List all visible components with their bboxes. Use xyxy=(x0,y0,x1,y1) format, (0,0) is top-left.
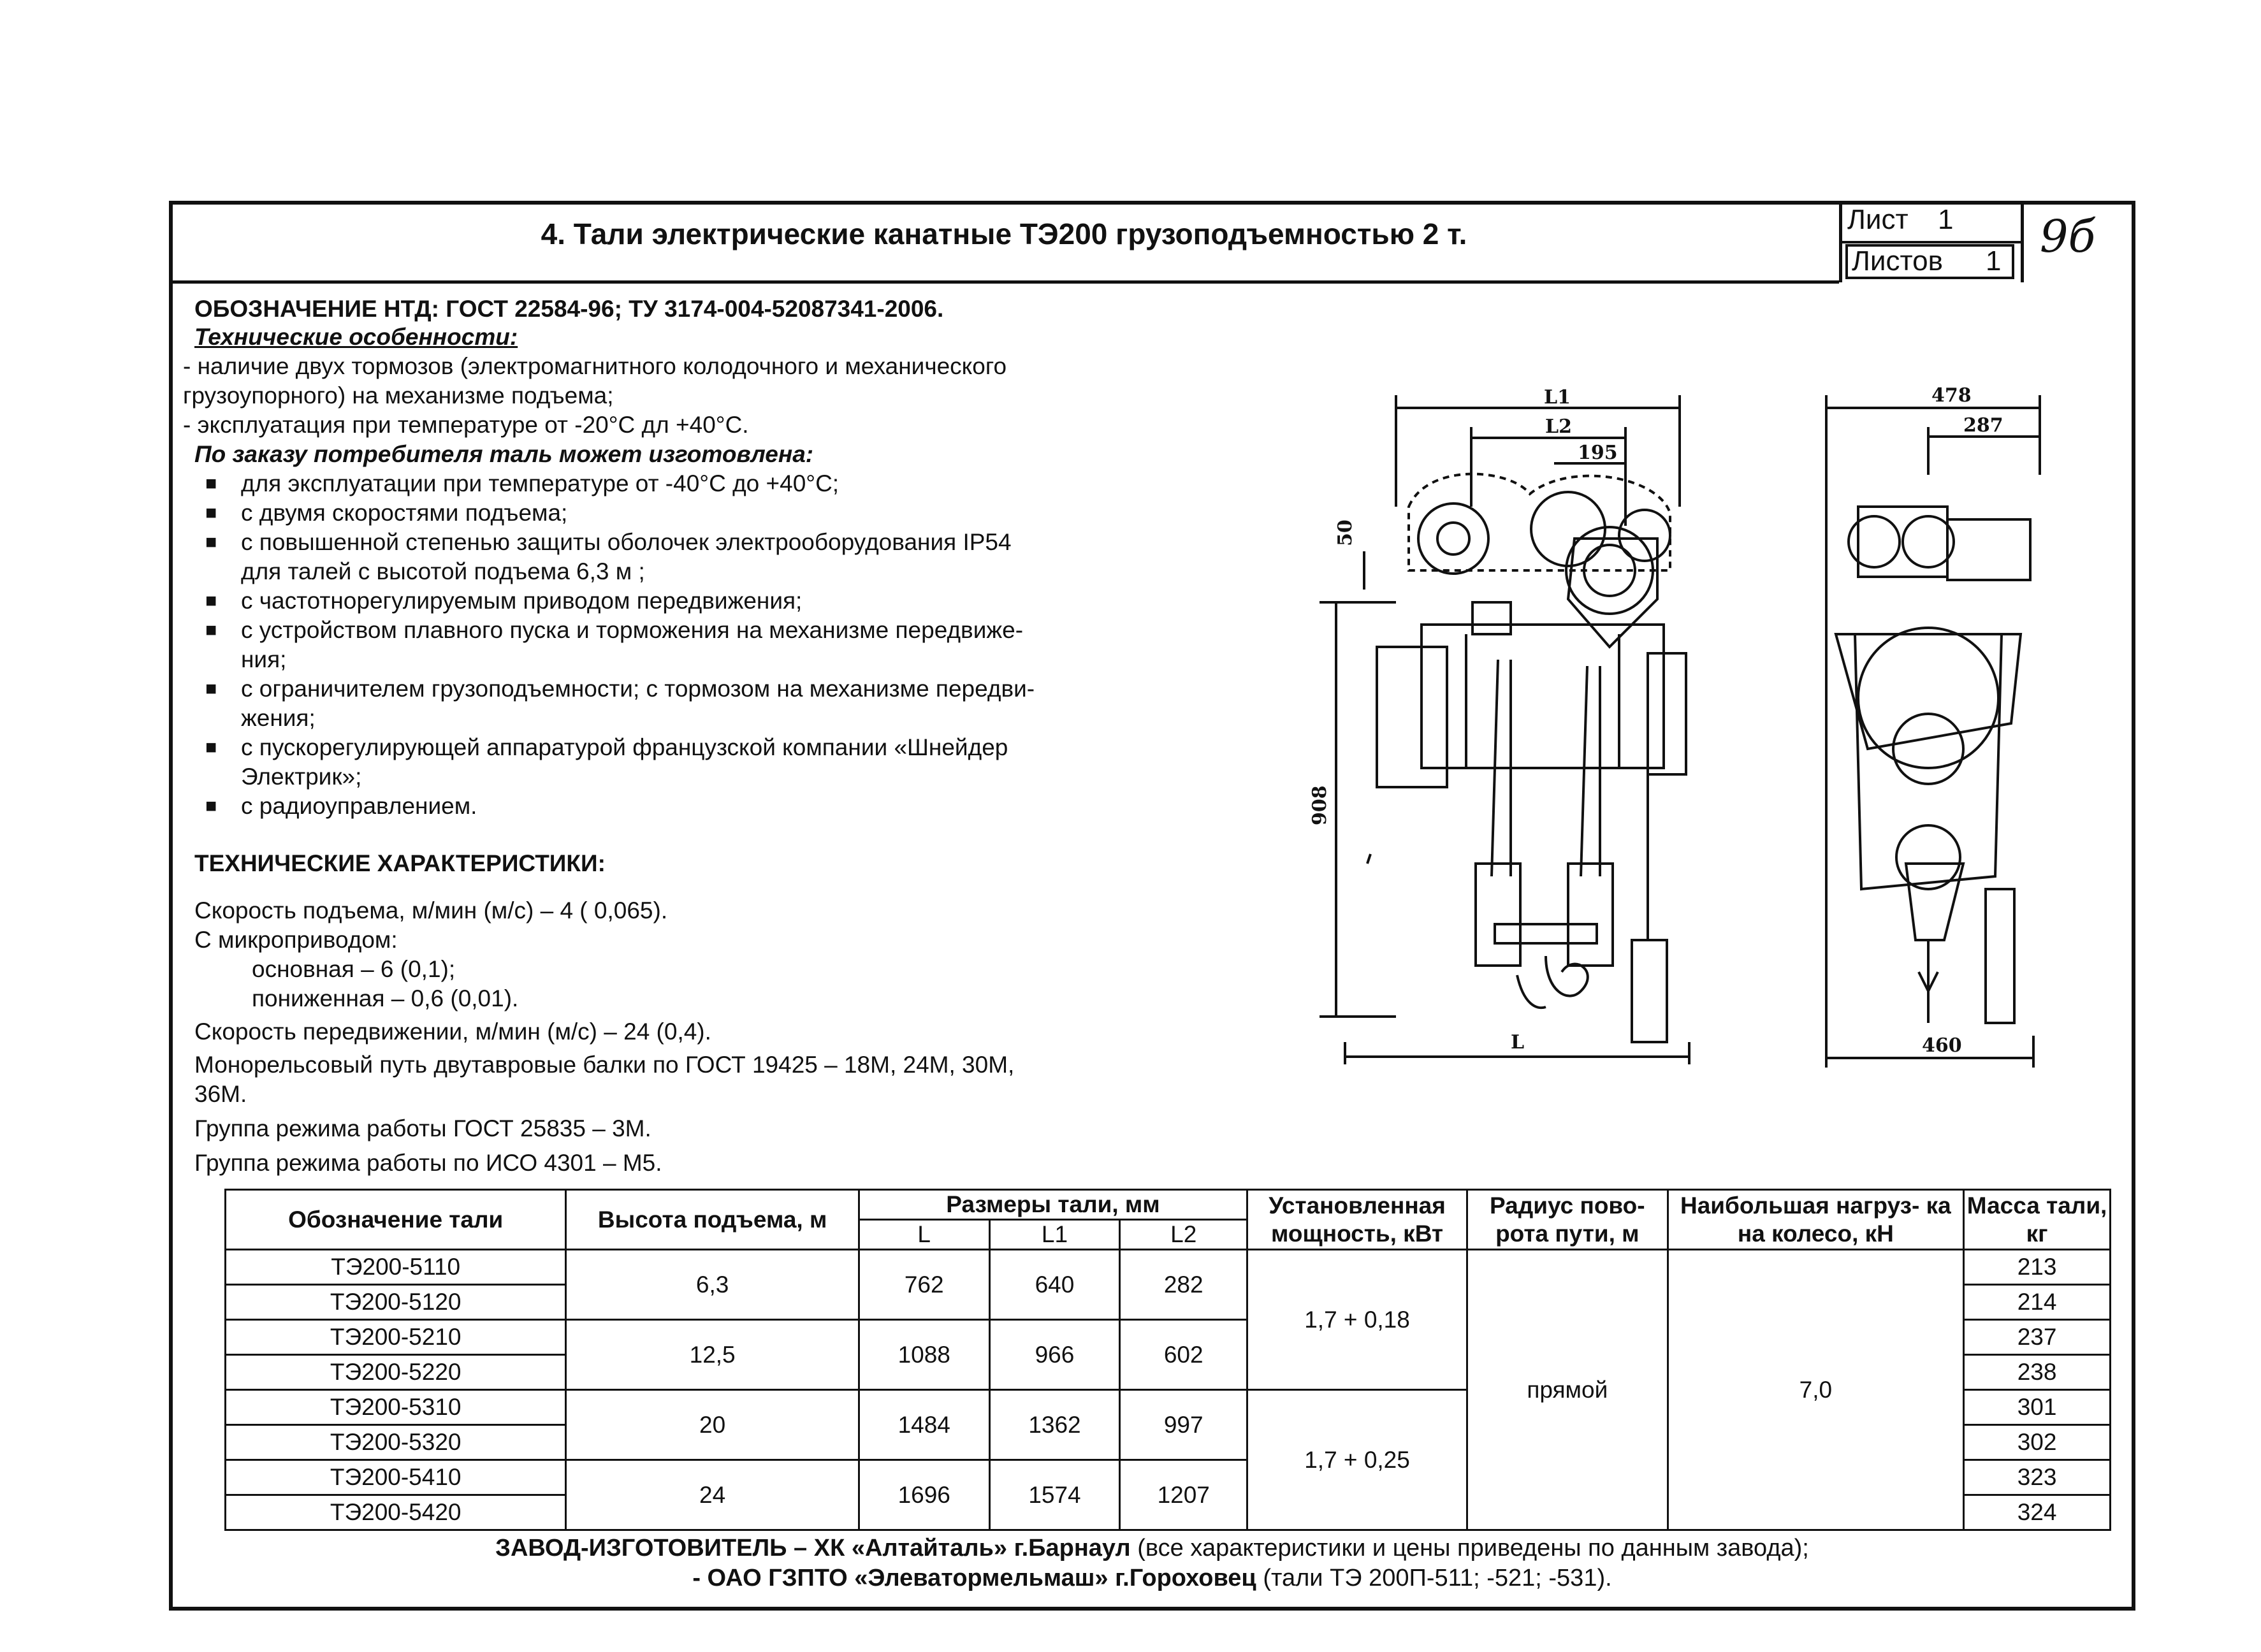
feature-line: - эксплуатация при температуре от -20°С дл +40°С. xyxy=(183,412,749,438)
cell-L: 762 xyxy=(859,1250,989,1320)
cell-height: 24 xyxy=(566,1460,859,1530)
cell-height: 6,3 xyxy=(566,1250,859,1320)
footer-line-2 xyxy=(169,1565,2135,1592)
cell-height: 12,5 xyxy=(566,1320,859,1390)
cell-name: ТЭ200-5320 xyxy=(226,1425,566,1460)
bullet-icon: ■ xyxy=(205,737,217,758)
cell-mass: 237 xyxy=(1964,1320,2111,1355)
cell-L1: 1574 xyxy=(989,1460,1120,1530)
header-name: Обозначение тали xyxy=(226,1190,566,1250)
option-line: с пускорегулирующей аппаратурой французской компании «Шнейдер xyxy=(241,734,1008,760)
bullet-icon: ■ xyxy=(205,795,217,816)
dim-460: 460 xyxy=(1922,1034,1962,1057)
page-number: 9б xyxy=(2040,210,2096,263)
cell-L1: 640 xyxy=(989,1250,1120,1320)
option-line: с радиоуправлением. xyxy=(241,793,477,819)
footer-line-1-bold: ЗАВОД-ИЗГОТОВИТЕЛЬ – ХК «Алтайталь» г.Барнаул xyxy=(495,1535,1131,1561)
cell-L2: 602 xyxy=(1120,1320,1247,1390)
header-mass: Масса тали, кг xyxy=(1964,1190,2111,1250)
feature-line: - наличие двух тормозов (электромагнитного колодочного и механического xyxy=(183,353,1007,379)
dim-287: 287 xyxy=(1963,414,2003,437)
spec-line: Монорельсовый путь двутавровые балки по ГОСТ 19425 – 18М, 24М, 30М, xyxy=(194,1052,1015,1078)
cell-load: 7,0 xyxy=(1668,1250,1964,1530)
cell-L: 1088 xyxy=(859,1320,989,1390)
option-line: с устройством плавного пуска и торможения на механизме передвиже- xyxy=(241,617,1024,643)
cell-mass: 302 xyxy=(1964,1425,2111,1460)
features-heading: Технические особенности: xyxy=(194,324,518,350)
bullet-icon: ■ xyxy=(205,678,217,699)
header-height: Высота подъема, м xyxy=(566,1190,859,1250)
cell-name: ТЭ200-5120 xyxy=(226,1285,566,1320)
spec-line: пониженная – 0,6 (0,01). xyxy=(252,985,519,1011)
spec-line: Скорость передвижении, м/мин (м/с) – 24 (0,4). xyxy=(194,1018,711,1045)
cell-L1: 966 xyxy=(989,1320,1120,1390)
cell-radius: прямой xyxy=(1467,1250,1668,1530)
cell-name: ТЭ200-5410 xyxy=(226,1460,566,1495)
footer-line-2-bold: - ОАО ГЗПТО «Элеватормельмаш» г.Гороховец xyxy=(692,1565,1256,1591)
specs-table xyxy=(224,1189,2111,1531)
cell-name: ТЭ200-5110 xyxy=(226,1250,566,1285)
cell-height: 20 xyxy=(566,1390,859,1460)
option-line: Электрик»; xyxy=(241,764,362,790)
option-line: ния; xyxy=(241,646,287,672)
bullet-icon: ■ xyxy=(205,590,217,611)
cell-L: 1696 xyxy=(859,1460,989,1530)
header-load: Наибольшая нагруз- ка на колесо, кН xyxy=(1668,1190,1964,1250)
dim-195: 195 xyxy=(1578,442,1618,464)
header-divider xyxy=(169,280,1839,284)
header-L2: L2 xyxy=(1120,1220,1247,1250)
header-L1: L1 xyxy=(989,1220,1120,1250)
spec-line: Группа режима работы ГОСТ 25835 – 3М. xyxy=(194,1115,651,1141)
option-line: для талей с высотой подъема 6,3 м ; xyxy=(241,558,645,584)
header-L: L xyxy=(859,1220,989,1250)
dim-478: 478 xyxy=(1931,384,1972,407)
cell-mass: 301 xyxy=(1964,1390,2111,1425)
cell-L2: 1207 xyxy=(1120,1460,1247,1530)
cell-mass: 213 xyxy=(1964,1250,2111,1285)
cell-name: ТЭ200-5210 xyxy=(226,1320,566,1355)
cell-mass: 324 xyxy=(1964,1495,2111,1530)
sheets-label: Листов xyxy=(1852,245,1943,277)
option-line: с двумя скоростями подъема; xyxy=(241,500,568,526)
dim-L: L xyxy=(1511,1031,1525,1054)
ntd-line: ОБОЗНАЧЕНИЕ НТД: ГОСТ 22584-96; ТУ 3174-004-52087341-2006. xyxy=(194,296,944,322)
options-heading: По заказу потребителя таль может изготовлена: xyxy=(194,441,814,467)
cell-L: 1484 xyxy=(859,1390,989,1460)
cell-name: ТЭ200-5220 xyxy=(226,1355,566,1390)
option-line: жения; xyxy=(241,705,316,731)
table-row xyxy=(226,1250,2111,1285)
header-dims: Размеры тали, мм xyxy=(859,1190,1247,1220)
bullet-icon: ■ xyxy=(205,473,217,494)
header-radius: Радиус пово- рота пути, м xyxy=(1467,1190,1668,1250)
cell-name: ТЭ200-5420 xyxy=(226,1495,566,1530)
header-power: Установленная мощность, кВт xyxy=(1247,1190,1467,1250)
cell-L1: 1362 xyxy=(989,1390,1120,1460)
bullet-icon: ■ xyxy=(205,620,217,641)
cell-power: 1,7 + 0,25 xyxy=(1247,1390,1467,1530)
cell-mass: 323 xyxy=(1964,1460,2111,1495)
sheet-value: 1 xyxy=(1938,204,1954,235)
dim-50: 50 xyxy=(1334,519,1356,546)
cell-mass: 238 xyxy=(1964,1355,2111,1390)
cell-L2: 282 xyxy=(1120,1250,1247,1320)
footer-line-1-rest: (все характеристики и цены приведены по данным завода); xyxy=(1130,1535,1809,1561)
dim-908: 908 xyxy=(1309,785,1331,825)
sheet-divider xyxy=(1839,241,2024,243)
bullet-icon: ■ xyxy=(205,502,217,523)
specs-heading: ТЕХНИЧЕСКИЕ ХАРАКТЕРИСТИКИ: xyxy=(194,850,606,876)
page-title: 4. Тали электрические канатные ТЭ200 грузоподъемностью 2 т. xyxy=(541,217,1467,250)
footer-line-2-rest: (тали ТЭ 200П-511; -521; -531). xyxy=(1256,1565,1612,1591)
cell-name: ТЭ200-5310 xyxy=(226,1390,566,1425)
feature-line: грузоупорного) на механизме подъема; xyxy=(183,382,614,409)
bullet-icon: ■ xyxy=(205,532,217,553)
option-line: с ограничителем грузоподъемности; с тормозом на механизме передви- xyxy=(241,676,1035,702)
spec-line: С микроприводом: xyxy=(194,927,398,953)
spec-line: Группа режима работы по ИСО 4301 – М5. xyxy=(194,1150,662,1176)
dim-L2: L2 xyxy=(1545,416,1572,438)
option-line: для эксплуатации при температуре от -40°С до +40°С; xyxy=(241,470,840,496)
cell-L2: 997 xyxy=(1120,1390,1247,1460)
spec-line: 36М. xyxy=(194,1081,247,1107)
spec-line: Скорость подъема, м/мин (м/с) – 4 ( 0,065). xyxy=(194,897,668,924)
sheet-label: Лист xyxy=(1847,204,1908,235)
sheets-value: 1 xyxy=(1986,245,2002,277)
hoist-drawing xyxy=(1300,379,2065,1080)
footer-line-1 xyxy=(169,1535,2135,1562)
option-line: с повышенной степенью защиты оболочек электрооборудования IP54 xyxy=(241,529,1012,555)
option-line: с частотнорегулируемым приводом передвижения; xyxy=(241,588,803,614)
spec-line: основная – 6 (0,1); xyxy=(252,956,456,982)
cell-power: 1,7 + 0,18 xyxy=(1247,1250,1467,1390)
cell-mass: 214 xyxy=(1964,1285,2111,1320)
dim-L1: L1 xyxy=(1544,386,1571,409)
